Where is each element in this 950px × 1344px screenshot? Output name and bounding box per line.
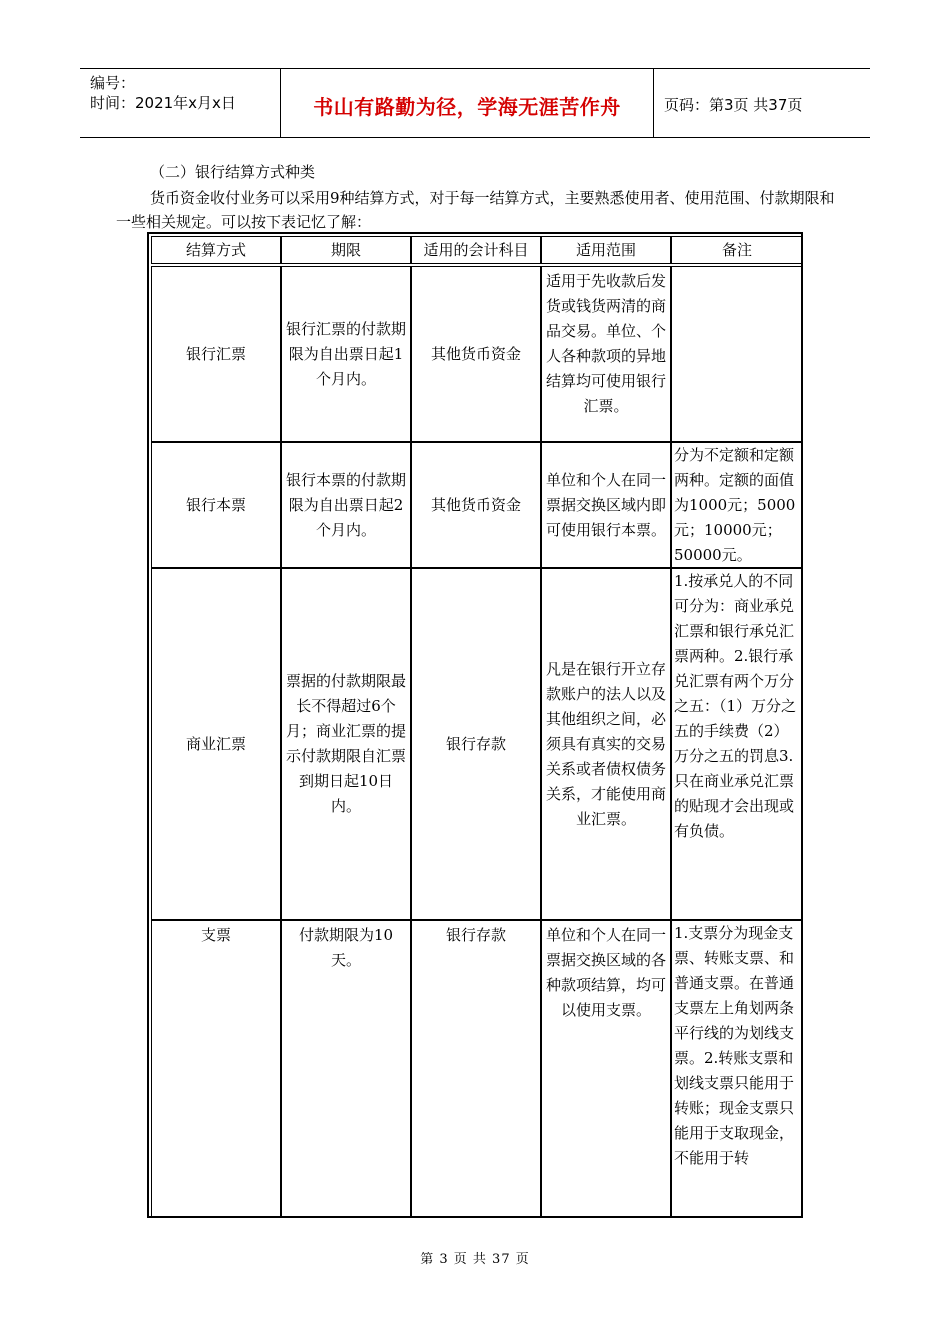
row1-account: 其他货币资金 bbox=[430, 344, 521, 363]
table-cell bbox=[671, 568, 803, 920]
header-motto-cell bbox=[281, 69, 654, 137]
row1-method: 银行汇票 bbox=[185, 344, 246, 363]
row3-scope: 凡是在银行开立存款账户的法人以及其他组织之间，必须具有真实的交易关系或者债权债务关系，才能使用商业汇票。 bbox=[546, 659, 667, 828]
table-row bbox=[151, 442, 281, 568]
table-cell bbox=[671, 920, 803, 1218]
motto: 书山有路勤为径，学海无涯苦作舟 bbox=[313, 95, 621, 119]
number-label: 编号： bbox=[90, 74, 136, 92]
row2-method: 银行本票 bbox=[185, 495, 246, 514]
row4-scope: 单位和个人在同一票据交换区域的各种款项结算，均可以使用支票。 bbox=[546, 926, 667, 1019]
table-cell bbox=[541, 568, 671, 920]
row2-account: 其他货币资金 bbox=[430, 495, 521, 514]
row1-scope: 适用于先收款后发货或钱货两清的商品交易。单位、个人各种款项的异地结算均可使用银行汇票。 bbox=[546, 272, 667, 415]
page-label: 页码：第3页 共37页 bbox=[664, 96, 803, 114]
table-header-method: 结算方式 bbox=[151, 236, 281, 264]
settlement-table bbox=[147, 232, 803, 1218]
header-meta bbox=[80, 69, 281, 137]
row4-method: 支票 bbox=[200, 926, 231, 944]
table-cell bbox=[411, 442, 541, 568]
table-cell bbox=[541, 442, 671, 568]
table-cell bbox=[541, 920, 671, 1218]
table-cell bbox=[541, 266, 671, 442]
table-row bbox=[151, 266, 281, 442]
table-row bbox=[151, 920, 281, 1218]
row4-account: 银行存款 bbox=[445, 926, 506, 944]
time-label: 时间：2021年x月x日 bbox=[90, 94, 236, 112]
table-header-remark: 备注 bbox=[671, 236, 803, 264]
page-footer: 第 3 页 共 37 页 bbox=[420, 1252, 530, 1267]
row3-method: 商业汇票 bbox=[185, 734, 246, 753]
document-header bbox=[80, 68, 870, 138]
table-cell bbox=[281, 442, 411, 568]
table-header-scope: 适用范围 bbox=[541, 236, 671, 264]
table-row bbox=[151, 568, 281, 920]
header-page-cell bbox=[654, 69, 870, 137]
section-title: （二）银行结算方式种类 bbox=[150, 163, 316, 181]
row3-period: 票据的付款期限最长不得超过6个月；商业汇票的提示付款期限自汇票到期日起10日内。 bbox=[286, 672, 407, 815]
table-cell bbox=[281, 920, 411, 1218]
intro-paragraph: 货币资金收付业务可以采用9种结算方式，对于每一结算方式，主要熟悉使用者、使用范围、付款期限和一些相关规定。可以按下表记忆了解： bbox=[116, 189, 835, 231]
row2-scope: 单位和个人在同一票据交换区域内即可使用银行本票。 bbox=[546, 470, 667, 539]
table-header-account: 适用的会计科目 bbox=[411, 236, 541, 264]
row3-account: 银行存款 bbox=[445, 734, 506, 753]
table-cell bbox=[671, 266, 803, 442]
table-cell bbox=[281, 568, 411, 920]
row2-period: 银行本票的付款期限为自出票日起2个月内。 bbox=[286, 470, 407, 539]
table-cell bbox=[411, 920, 541, 1218]
table-cell bbox=[281, 266, 411, 442]
row3-remark: 1.按承兑人的不同可分为：商业承兑汇票和银行承兑汇票两种。2.银行承兑汇票有两个万分之五：（1）万分之五的手续费（2）万分之五的罚息3.只在商业承兑汇票的贴现才会出现或有负债。 bbox=[674, 572, 797, 840]
table-header-period: 期限 bbox=[281, 236, 411, 264]
row4-period: 付款期限为10天。 bbox=[298, 926, 394, 969]
row1-period: 银行汇票的付款期限为自出票日起1个月内。 bbox=[286, 319, 407, 388]
table-cell bbox=[671, 442, 803, 568]
table-cell bbox=[411, 266, 541, 442]
table-cell bbox=[411, 568, 541, 920]
row2-remark: 分为不定额和定额两种。定额的面值为1000元；5000元；10000元；50000元。 bbox=[674, 446, 796, 564]
row4-remark: 1.支票分为现金支票、转账支票、和普通支票。在普通支票左上角划两条平行线的为划线支票。2.转账支票和划线支票只能用于转账；现金支票只能用于支取现金，不能用于转 bbox=[674, 924, 795, 1167]
